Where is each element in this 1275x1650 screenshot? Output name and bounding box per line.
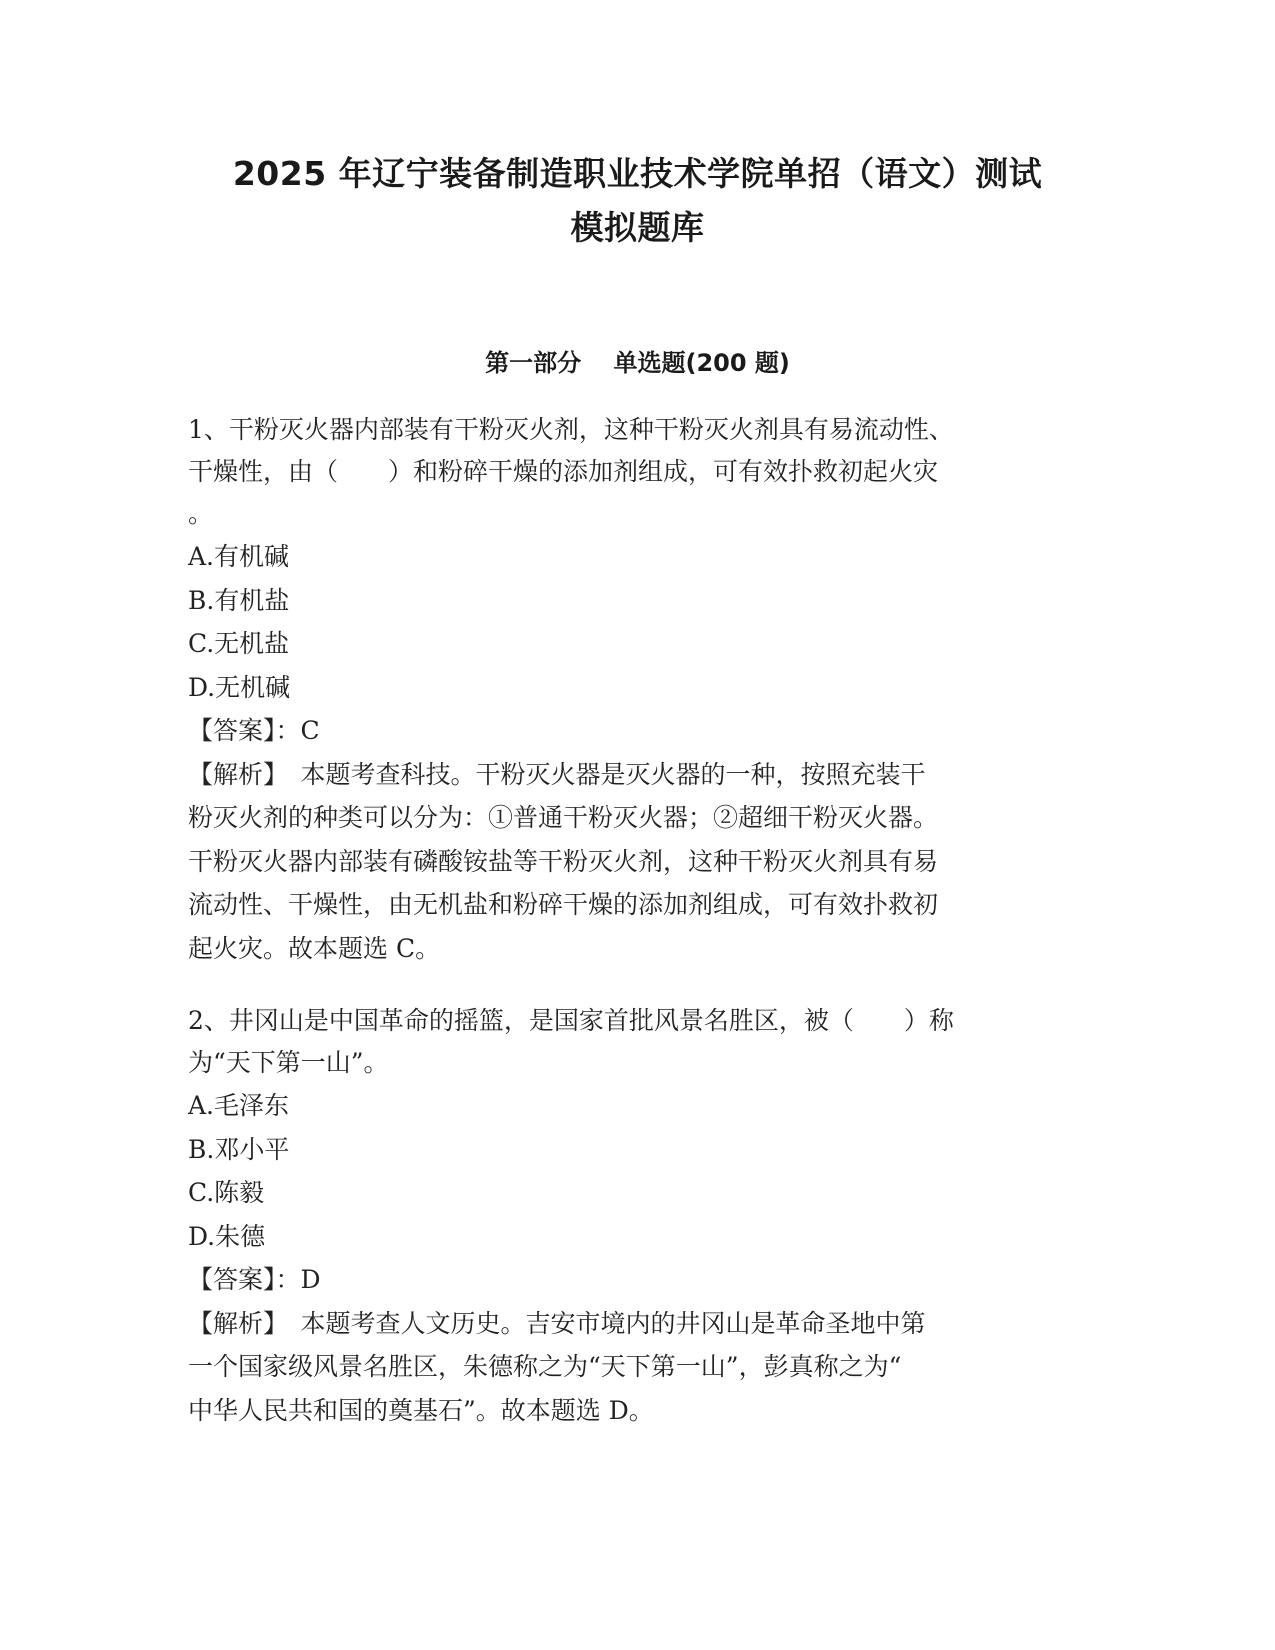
question-1-analysis-line: 起火灾。故本题选 C。 (188, 933, 441, 963)
question-2-analysis-line: 【解析】 本题考查人文历史。吉安市境内的井冈山是革命圣地中第 (188, 1308, 926, 1338)
question-2-answer: 【答案】：D (188, 1265, 321, 1294)
question-2-stem-line: 为“天下第一山”。 (188, 1048, 389, 1077)
question-1 (188, 409, 1088, 970)
question-2-option-c: C.陈毅 (188, 1178, 265, 1207)
question-1-stem-line: 干燥性，由（ ）和粉碎干燥的添加剂组成，可有效扑救初起火灾 (188, 457, 939, 486)
question-1-analysis-line: 【解析】 本题考查科技。干粉灭火器是灭火器的一种，按照充装干 (188, 759, 926, 789)
question-2-analysis-line: 一个国家级风景名胜区，朱德称之为“天下第一山”，彭真称之为“ (188, 1352, 902, 1381)
question-1-option-c: C.无机盐 (188, 629, 290, 658)
question-2-analysis-line: 中华人民共和国的奠基石”。故本题选 D。 (188, 1395, 654, 1425)
question-1-option-a: A.有机碱 (188, 542, 290, 571)
question-2-option-b: B.邓小平 (188, 1134, 290, 1164)
document-title-line-1: 2025 年辽宁装备制造职业技术学院单招（语文）测试 (232, 154, 1043, 193)
question-1-option-d: D.无机碱 (188, 672, 291, 702)
question-1-option-b: B.有机盐 (188, 585, 290, 615)
question-1-stem-line: 。 (188, 499, 214, 528)
section-heading: 第一部分 单选题(200 题) (485, 349, 790, 377)
document-title-line-2: 模拟题库 (570, 208, 705, 247)
question-2 (188, 1000, 1088, 1432)
question-2-stem-line: 2、井冈山是中国革命的摇篮，是国家首批风景名胜区，被（ ）称 (188, 1006, 954, 1035)
question-1-analysis-line: 流动性、干燥性，由无机盐和粉碎干燥的添加剂组成，可有效扑救初 (188, 890, 939, 919)
question-1-answer: 【答案】：C (188, 716, 320, 745)
question-2-option-d: D.朱德 (188, 1221, 266, 1251)
question-1-stem-line: 1、干粉灭火器内部装有干粉灭火剂，这种干粉灭火剂具有易流动性、 (188, 415, 954, 444)
question-1-analysis-line: 干粉灭火器内部装有磷酸铵盐等干粉灭火剂，这种干粉灭火剂具有易 (188, 846, 939, 876)
question-1-analysis-line: 粉灭火剂的种类可以分为：①普通干粉灭火器；②超细干粉灭火器。 (188, 803, 939, 832)
question-2-option-a: A.毛泽东 (188, 1091, 290, 1120)
